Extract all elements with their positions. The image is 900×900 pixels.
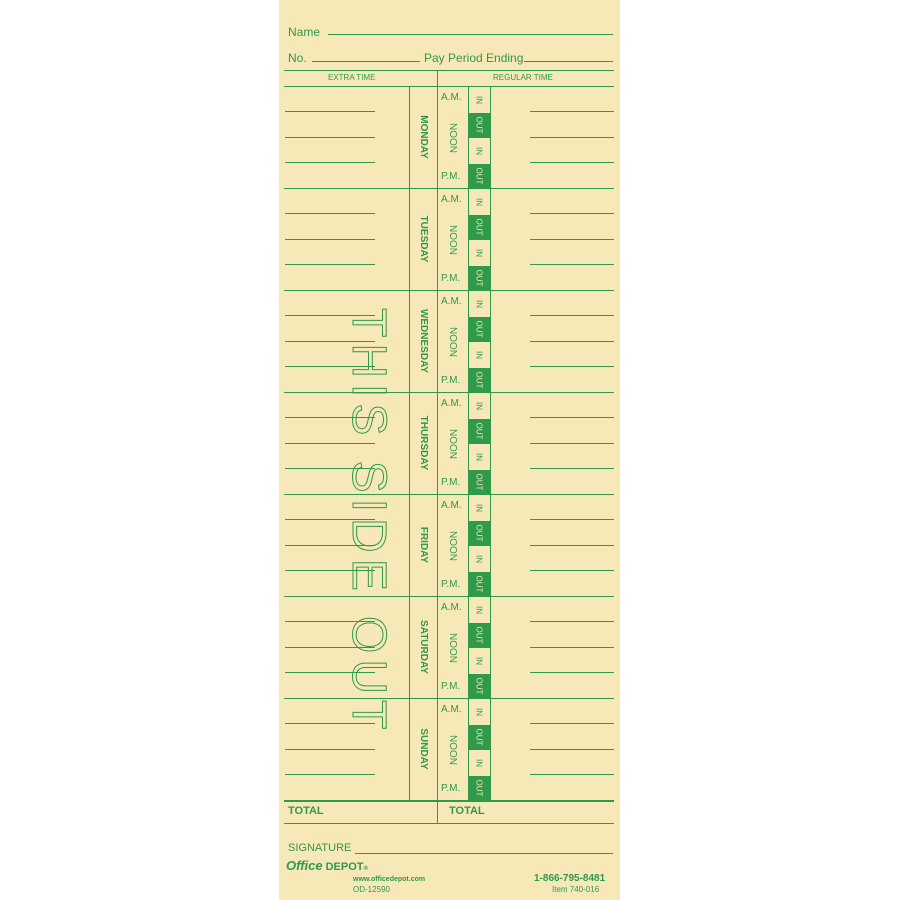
noon-label: NOON xyxy=(447,633,458,663)
strip-left-line xyxy=(468,291,469,393)
day-column-left-line xyxy=(409,597,410,699)
out-slot: OUT xyxy=(468,419,490,444)
total-divider xyxy=(437,801,438,823)
am-label: A.M. xyxy=(441,602,462,613)
regular-time-line xyxy=(530,239,614,240)
extra-time-line xyxy=(285,213,375,214)
day-separator xyxy=(284,188,614,189)
pm-label: P.M. xyxy=(441,273,461,284)
out-slot: OUT xyxy=(468,266,490,291)
regular-time-line xyxy=(530,417,614,418)
strip-right-line xyxy=(490,291,491,393)
regular-time-line xyxy=(530,519,614,520)
strip-left-line xyxy=(468,495,469,597)
extra-time-line xyxy=(285,137,375,138)
office-depot-logo: Office DEPOT® xyxy=(286,858,368,873)
extra-time-line xyxy=(285,239,375,240)
regular-time-line xyxy=(530,621,614,622)
noon-label: NOON xyxy=(447,531,458,561)
signature-label: SIGNATURE xyxy=(288,842,352,854)
day-column-right-line xyxy=(437,597,438,699)
out-slot: OUT xyxy=(468,470,490,495)
day-separator xyxy=(284,698,614,699)
out-slot: OUT xyxy=(468,164,490,189)
regular-time-line xyxy=(530,672,614,673)
day-column-left-line xyxy=(409,495,410,597)
in-slot: IN xyxy=(468,291,490,316)
strip-right-line xyxy=(490,495,491,597)
in-slot: IN xyxy=(468,444,490,469)
strip-left-line xyxy=(468,597,469,699)
in-slot: IN xyxy=(468,138,490,163)
out-slot: OUT xyxy=(468,113,490,138)
number-label: No. xyxy=(288,51,307,65)
in-slot: IN xyxy=(468,342,490,367)
strip-right-line xyxy=(490,189,491,291)
extra-total-label: TOTAL xyxy=(288,805,324,817)
regular-time-line xyxy=(530,443,614,444)
strip-left-line xyxy=(468,393,469,495)
day-separator xyxy=(284,392,614,393)
out-slot: OUT xyxy=(468,674,490,699)
regular-time-line xyxy=(530,366,614,367)
regular-time-line xyxy=(530,341,614,342)
signature-line xyxy=(355,853,613,854)
strip-left-line xyxy=(468,699,469,801)
this-side-out-watermark: THIS SIDE OUT xyxy=(342,308,395,736)
pm-label: P.M. xyxy=(441,579,461,590)
day-column-right-line xyxy=(437,291,438,393)
day-label: SATURDAY xyxy=(418,620,429,674)
am-label: A.M. xyxy=(441,296,462,307)
day-separator xyxy=(284,596,614,597)
regular-time-line xyxy=(530,774,614,775)
day-label: FRIDAY xyxy=(418,526,429,564)
regular-time-line xyxy=(530,111,614,112)
regular-time-line xyxy=(530,137,614,138)
out-slot: OUT xyxy=(468,368,490,393)
day-column-left-line xyxy=(409,393,410,495)
day-label: THURSDAY xyxy=(418,415,429,471)
name-label: Name xyxy=(288,25,321,39)
day-label: WEDNESDAY xyxy=(418,308,429,374)
pm-label: P.M. xyxy=(441,681,461,692)
in-slot: IN xyxy=(468,87,490,112)
regular-time-line xyxy=(530,264,614,265)
noon-label: NOON xyxy=(447,327,458,357)
am-label: A.M. xyxy=(441,194,462,205)
in-slot: IN xyxy=(468,240,490,265)
extra-time-line xyxy=(285,111,375,112)
total-line xyxy=(284,823,614,824)
day-label: SUNDAY xyxy=(418,728,429,770)
in-slot: IN xyxy=(468,648,490,673)
in-slot: IN xyxy=(468,495,490,520)
out-slot: OUT xyxy=(468,317,490,342)
strip-right-line xyxy=(490,393,491,495)
day-column-left-line xyxy=(409,87,410,189)
day-column-right-line xyxy=(437,699,438,801)
out-slot: OUT xyxy=(468,521,490,546)
day-label: MONDAY xyxy=(418,115,429,159)
grid-bottom-line xyxy=(284,801,614,802)
day-separator xyxy=(284,494,614,495)
in-slot: IN xyxy=(468,597,490,622)
day-separator xyxy=(284,290,614,291)
in-slot: IN xyxy=(468,393,490,418)
in-slot: IN xyxy=(468,546,490,571)
noon-label: NOON xyxy=(447,735,458,765)
regular-time-line xyxy=(530,468,614,469)
product-code: OD-12590 xyxy=(353,885,390,894)
strip-right-line xyxy=(490,597,491,699)
website-text: www.officedepot.com xyxy=(353,876,426,883)
noon-label: NOON xyxy=(447,123,458,153)
day-column-left-line xyxy=(409,189,410,291)
strip-left-line xyxy=(468,87,469,189)
pm-label: P.M. xyxy=(441,171,461,182)
strip-left-line xyxy=(468,189,469,291)
out-slot: OUT xyxy=(468,776,490,801)
strip-right-line xyxy=(490,699,491,801)
day-column-right-line xyxy=(437,393,438,495)
regular-time-line xyxy=(530,723,614,724)
time-card xyxy=(279,0,620,900)
regular-total-label: TOTAL xyxy=(449,805,485,817)
regular-time-line xyxy=(530,570,614,571)
am-label: A.M. xyxy=(441,92,462,103)
extra-time-label: EXTRA TIME xyxy=(328,73,376,82)
strip-right-line xyxy=(490,87,491,189)
regular-time-line xyxy=(530,647,614,648)
item-number: Item 740-016 xyxy=(552,885,600,894)
regular-time-line xyxy=(530,545,614,546)
day-column-right-line xyxy=(437,87,438,189)
am-label: A.M. xyxy=(441,500,462,511)
pm-label: P.M. xyxy=(441,375,461,386)
out-slot: OUT xyxy=(468,215,490,240)
regular-time-line xyxy=(530,749,614,750)
day-column-left-line xyxy=(409,699,410,801)
out-slot: OUT xyxy=(468,725,490,750)
regular-time-line xyxy=(530,315,614,316)
day-column-right-line xyxy=(437,189,438,291)
in-slot: IN xyxy=(468,699,490,724)
day-grid xyxy=(279,0,620,900)
extra-time-line xyxy=(285,749,375,750)
extra-time-line xyxy=(285,264,375,265)
am-label: A.M. xyxy=(441,704,462,715)
day-column-left-line xyxy=(409,291,410,393)
pm-label: P.M. xyxy=(441,783,461,794)
out-slot: OUT xyxy=(468,623,490,648)
in-slot: IN xyxy=(468,189,490,214)
pm-label: P.M. xyxy=(441,477,461,488)
noon-label: NOON xyxy=(447,429,458,459)
day-label: TUESDAY xyxy=(418,215,429,263)
in-slot: IN xyxy=(468,750,490,775)
noon-label: NOON xyxy=(447,225,458,255)
extra-time-line xyxy=(285,774,375,775)
pay-period-label: Pay Period Ending xyxy=(424,51,524,65)
regular-time-label: REGULAR TIME xyxy=(493,73,553,82)
am-label: A.M. xyxy=(441,398,462,409)
regular-time-line xyxy=(530,213,614,214)
out-slot: OUT xyxy=(468,572,490,597)
extra-time-line xyxy=(285,162,375,163)
day-column-right-line xyxy=(437,495,438,597)
phone-number: 1-866-795-8481 xyxy=(534,873,606,884)
regular-time-line xyxy=(530,162,614,163)
